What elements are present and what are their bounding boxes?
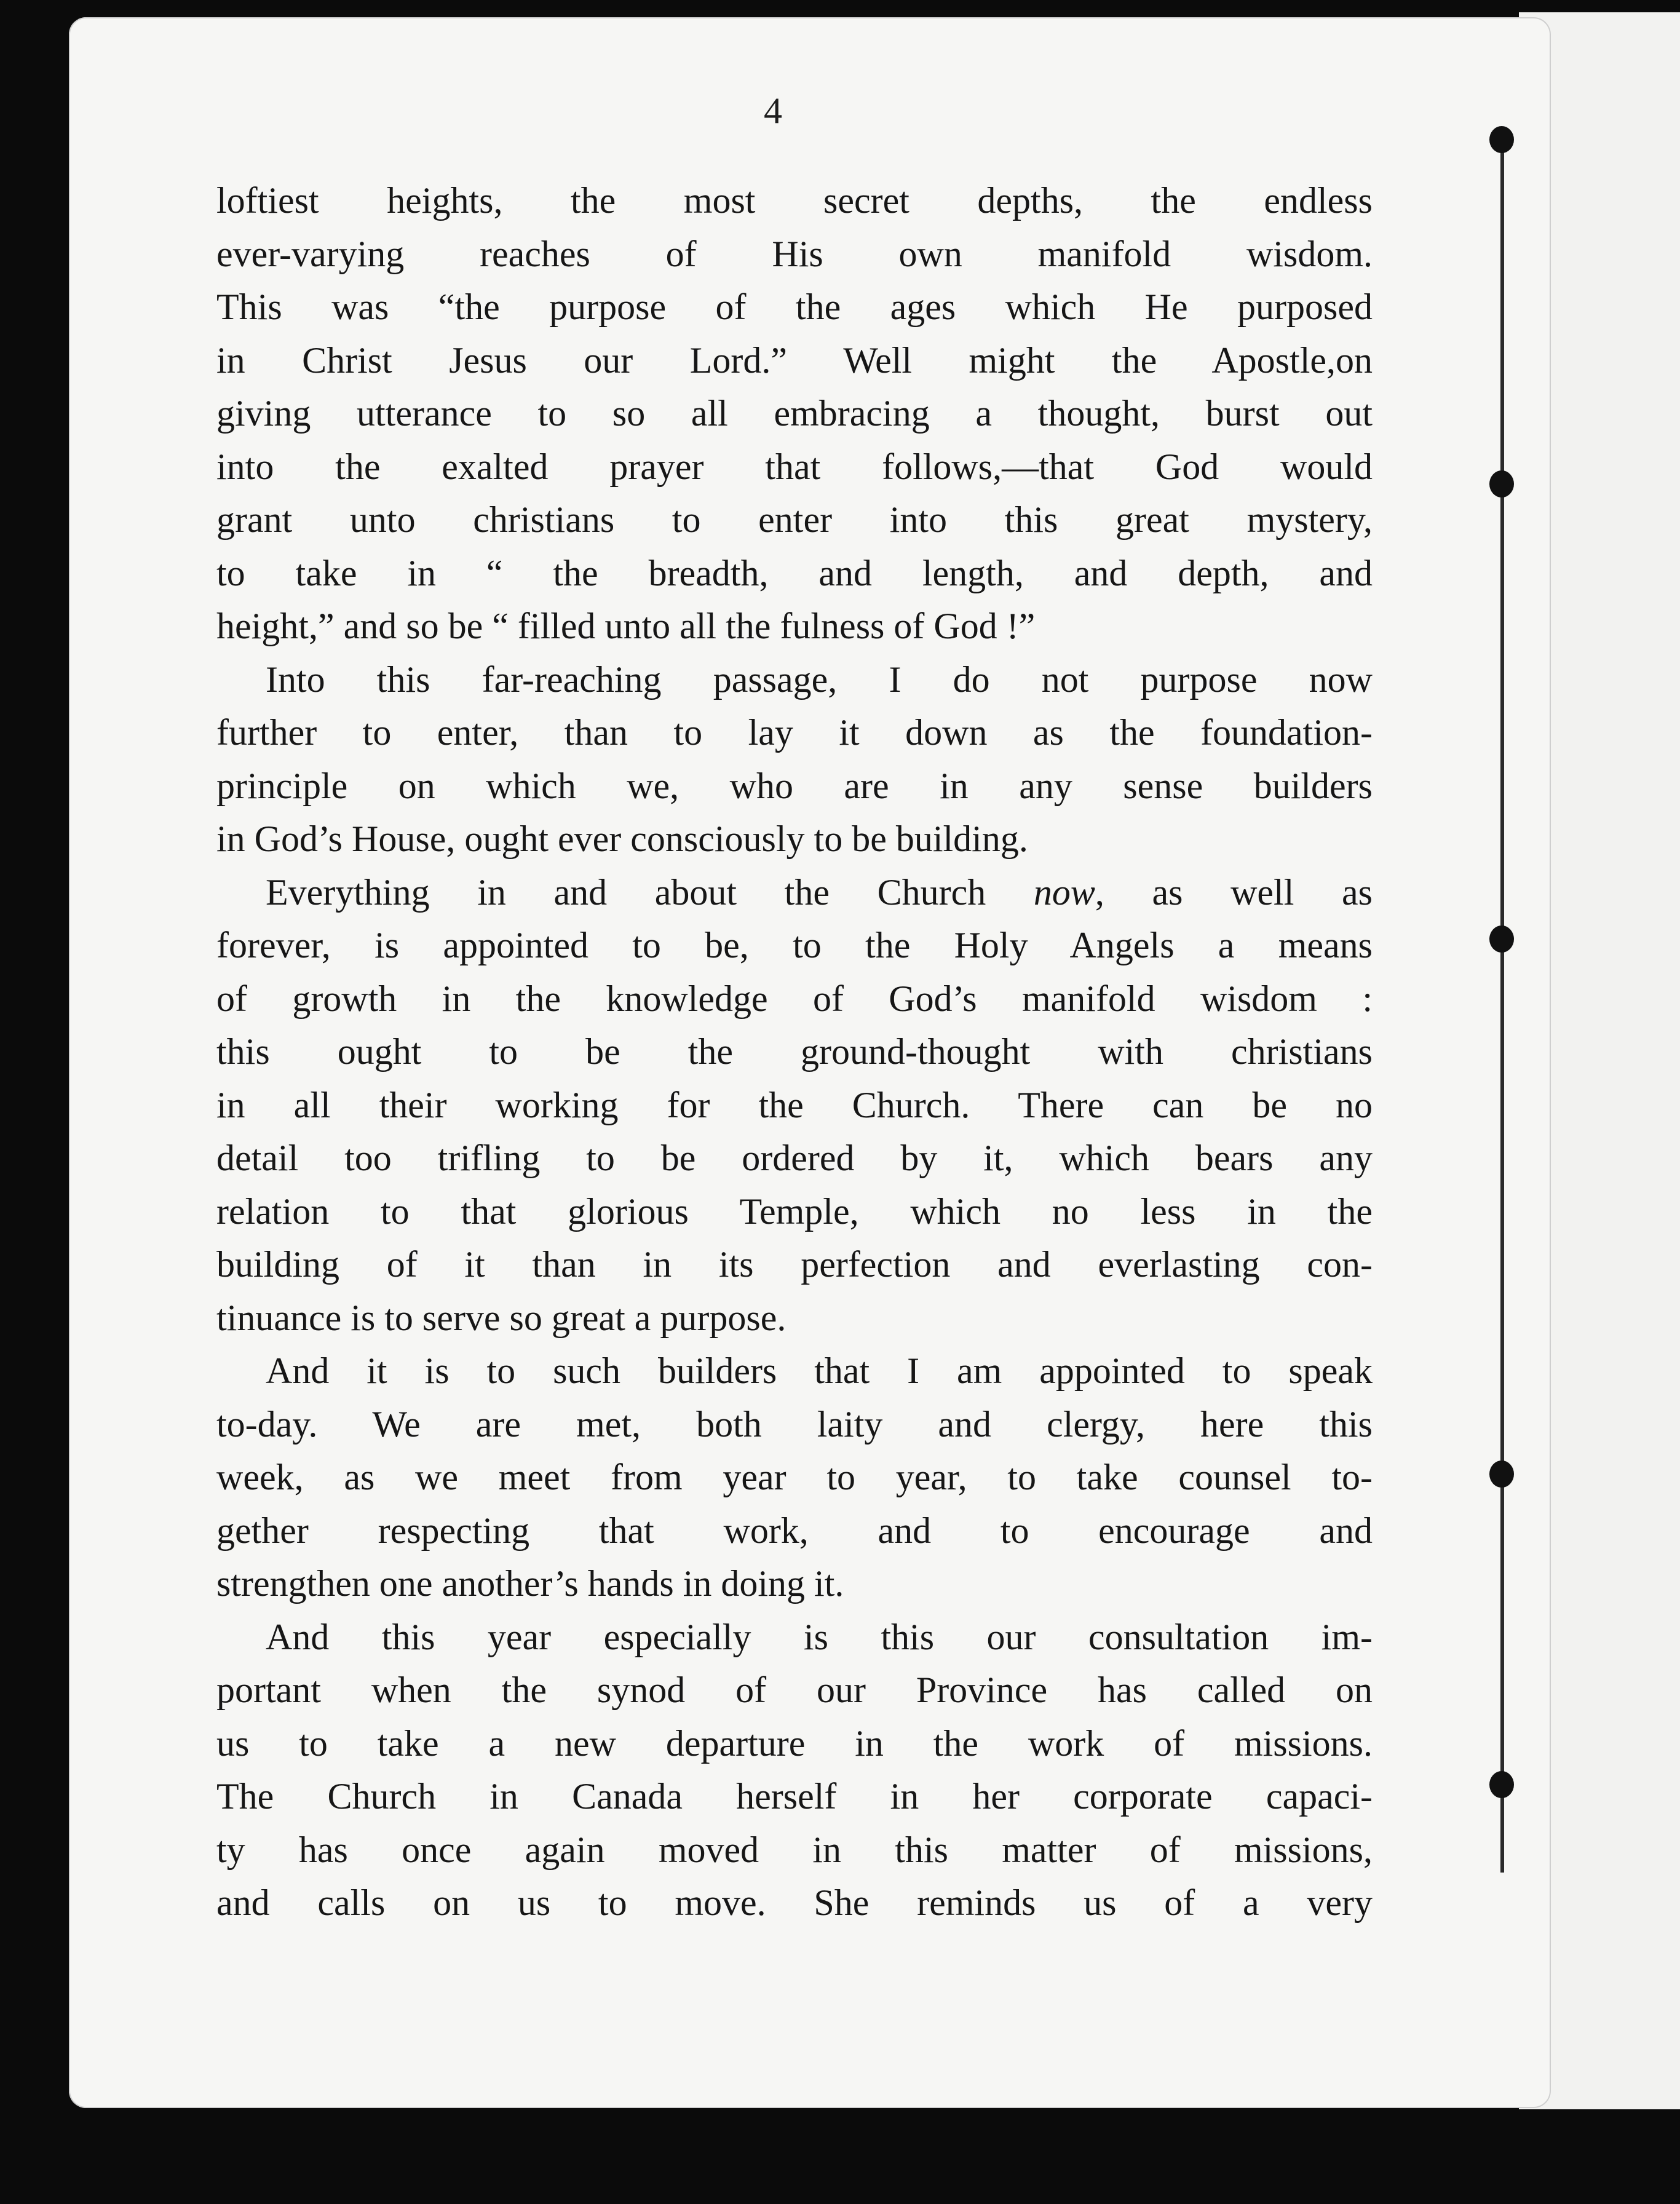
stitch-mark — [1489, 126, 1514, 153]
text-line: grant unto christians to enter into this great mystery, — [216, 499, 1373, 540]
page-number: 4 — [764, 90, 782, 131]
text-line: into the exalted prayer that follows,—that God would — [216, 446, 1373, 487]
text-line: to take in “ the breadth, and length, and depth, and — [216, 552, 1373, 593]
text-line: This was “the purpose of the ages which He purposed — [216, 287, 1373, 327]
text-line: relation to that glorious Temple, which no less in the — [216, 1191, 1373, 1232]
paragraph-start-line — [216, 866, 1373, 919]
text-line: to-day. We are met, both laity and clergy, here this — [216, 1403, 1373, 1445]
text-fragment: , as well as — [1095, 871, 1373, 913]
text-line: ty has once again moved in this matter of missions, — [216, 1829, 1373, 1870]
text-line: strengthen one another’s hands in doing it. — [216, 1563, 844, 1604]
text-line: gether respecting that work, and to encourage and — [216, 1510, 1373, 1551]
binding-thread — [1500, 132, 1504, 1873]
book-page — [69, 17, 1551, 2108]
paragraph-start-line: And it is to such builders that I am appointed to speak — [266, 1350, 1373, 1391]
stitch-mark — [1489, 926, 1514, 953]
text-fragment: Everything in and about the Church — [266, 871, 1034, 913]
text-line: loftiest heights, the most secret depths, the endless — [216, 180, 1373, 221]
text-line: further to enter, than to lay it down as the foundation- — [216, 712, 1373, 753]
text-line: giving utterance to so all embracing a thought, burst out — [216, 393, 1373, 434]
emphasis-now: now — [1033, 871, 1095, 913]
text-line: us to take a new departure in the work of missions. — [216, 1722, 1373, 1764]
stitch-mark — [1489, 1461, 1514, 1488]
scan-bottom-edge — [0, 2109, 1680, 2204]
text-line: height,” and so be “ filled unto all the fulness of God !” — [216, 606, 1036, 646]
body-text — [216, 174, 1373, 1930]
paragraph-start-line: And this year especially is this our consultation im- — [266, 1616, 1373, 1657]
text-line: The Church in Canada herself in her corporate capaci- — [216, 1776, 1373, 1817]
stitch-mark — [1489, 470, 1514, 497]
text-line: ever-varying reaches of His own manifold wisdom. — [216, 233, 1373, 274]
text-line: portant when the synod of our Province has called on — [216, 1670, 1373, 1710]
paragraph-start-line: Into this far-reaching passage, I do not purpose now — [266, 659, 1373, 700]
text-line: in Christ Jesus our Lord.” Well might the Apostle,on — [216, 339, 1373, 381]
text-line: this ought to be the ground-thought with christians — [216, 1031, 1373, 1072]
text-line: building of it than in its perfection and everlasting con- — [216, 1244, 1373, 1285]
text-line: week, as we meet from year to year, to take counsel to- — [216, 1457, 1373, 1497]
stitch-mark — [1489, 1771, 1514, 1798]
text-line: in God’s House, ought ever consciously to be building. — [216, 819, 1028, 859]
text-line: principle on which we, who are in any sense builders — [216, 765, 1373, 806]
text-line: detail too trifling to be ordered by it, which bears any — [216, 1138, 1373, 1178]
text-line: and calls on us to move. She reminds us of a very — [216, 1882, 1373, 1923]
text-line: in all their working for the Church. There can be no — [216, 1084, 1373, 1125]
text-line: forever, is appointed to be, to the Holy Angels a means — [216, 925, 1373, 965]
text-line: tinuance is to serve so great a purpose. — [216, 1297, 787, 1338]
text-line: of growth in the knowledge of God’s manifold wisdom : — [216, 978, 1373, 1019]
